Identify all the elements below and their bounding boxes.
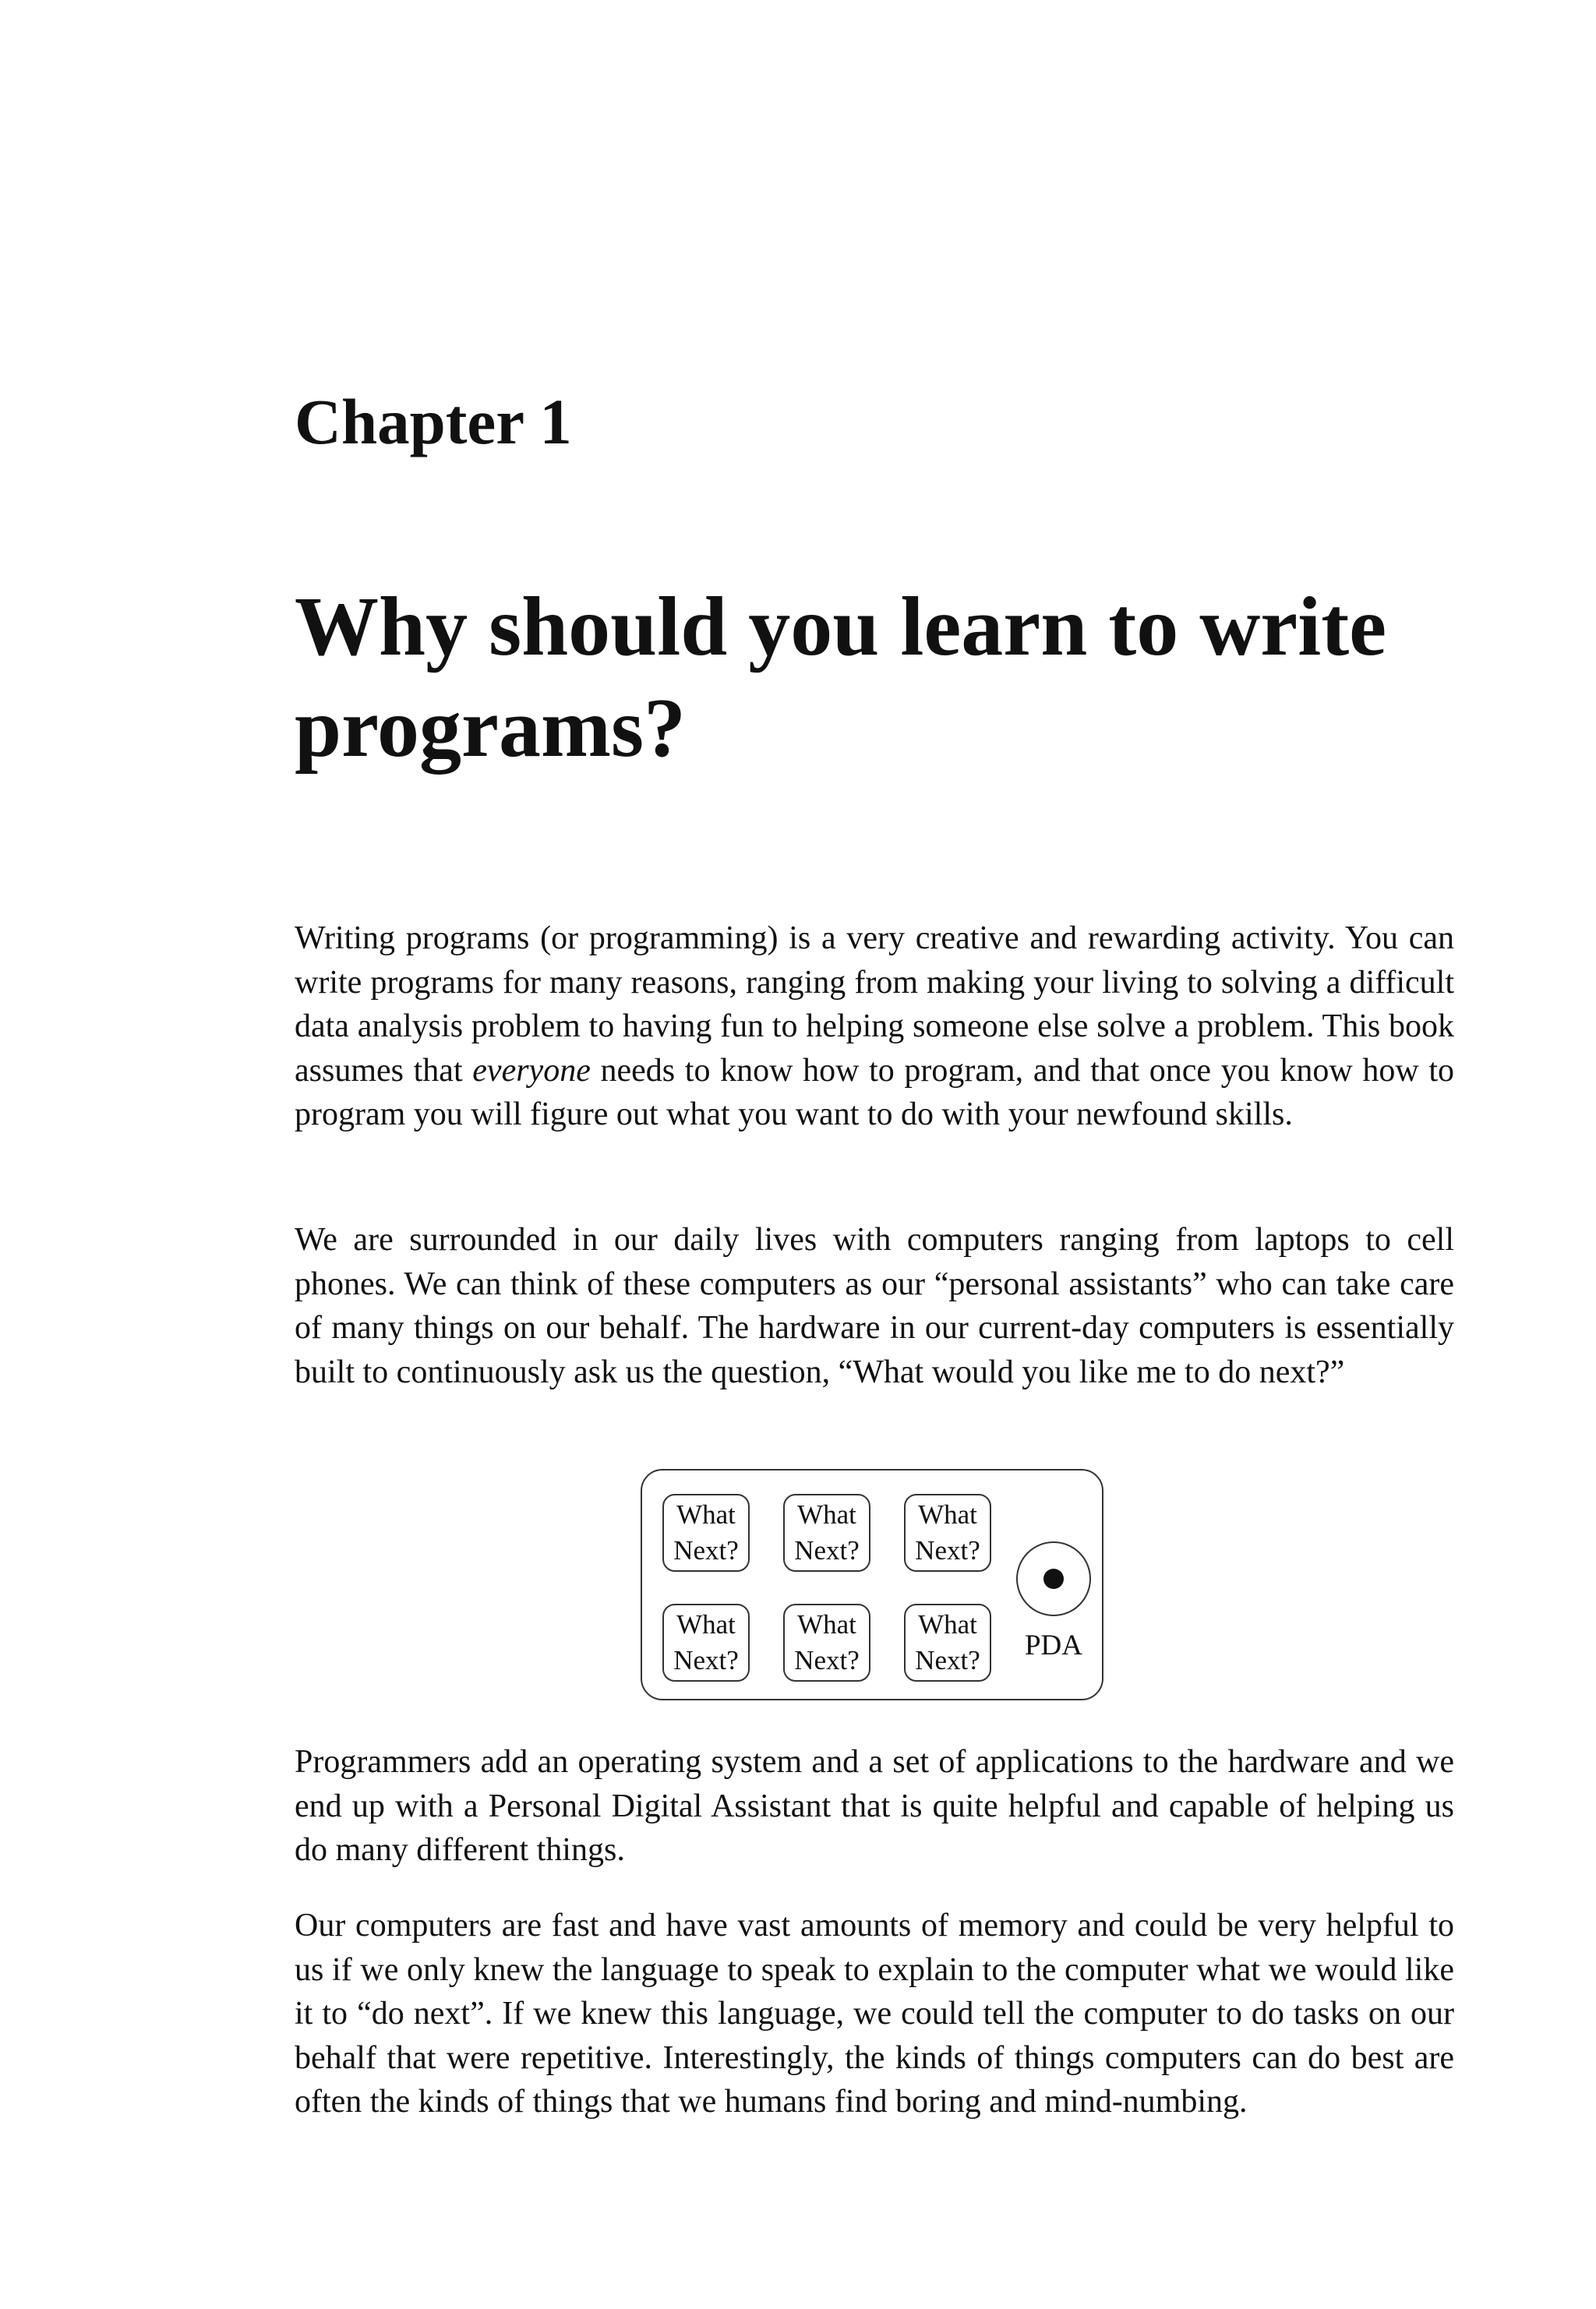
pda-button-line1: What xyxy=(676,1499,736,1530)
pda-button xyxy=(904,1604,991,1682)
pda-button-line2: Next? xyxy=(794,1645,860,1675)
pda-knob-dot xyxy=(1043,1569,1064,1589)
chapter-title xyxy=(295,577,1479,779)
pda-button xyxy=(662,1494,750,1572)
pda-button xyxy=(662,1604,750,1682)
pda-button-line2: Next? xyxy=(915,1535,980,1566)
chapter-title-line1: Why should you learn to write xyxy=(295,581,1387,673)
pda-button-line1: What xyxy=(797,1499,856,1530)
pda-button-line1: What xyxy=(676,1609,736,1640)
paragraph-1-end: needs to know how to program, and that once you know how to program you will figure out what you want to do with your newfound skills. xyxy=(295,1052,1454,1132)
pda-button xyxy=(904,1494,991,1572)
pda-button xyxy=(783,1494,870,1572)
pda-button-line1: What xyxy=(918,1499,977,1530)
pda-button-line2: Next? xyxy=(673,1645,739,1675)
paragraph-1 xyxy=(295,916,1454,1137)
chapter-title-line2: programs? xyxy=(295,682,686,775)
paragraph-2: We are surrounded in our daily lives with computers ranging from laptops to cell phones. We can think of these computers as our “personal assistants” who can take care of many things on our behalf. The hardware in our current-day computers is essentially built to continuously ask us the question, “What would you like me to do next?” xyxy=(295,1222,1454,1390)
pda-button-line1: What xyxy=(918,1609,977,1640)
pda-figure xyxy=(641,1469,1103,1700)
pda-button xyxy=(783,1604,870,1682)
chapter-label: Chapter 1 xyxy=(295,386,572,457)
pda-label: PDA xyxy=(1024,1629,1083,1661)
pda-button-line2: Next? xyxy=(794,1535,860,1566)
paragraph-3: Programmers add an operating system and a set of applications to the hardware and we end up with a Personal Digital Assistant that is quite helpful and capable of helping us do many different things. xyxy=(295,1744,1454,1868)
emphasis-everyone: everyone xyxy=(472,1052,591,1089)
paragraph-4: Our computers are fast and have vast amounts of memory and could be very helpful to us if we only knew the language to speak to explain to the computer what we would like it to “do next”. If we knew this language, we could tell the computer to do tasks on our behalf that were repetitive. Interestingly, the kinds of things computers can do best are often the kinds of things that we humans find boring and mind-numbing. xyxy=(295,1908,1454,2120)
pda-button-line2: Next? xyxy=(673,1535,739,1566)
pda-button-line2: Next? xyxy=(915,1645,980,1675)
paragraph-1-start: Writing programs (or programming) is a very creative and rewarding activity. You can write programs for many reasons, ranging from making your living to solving a difficult data analysis problem to having fun to helping someone else solve a problem. This book assumes that xyxy=(295,920,1454,1089)
pda-button-line1: What xyxy=(797,1609,856,1640)
pda-knob-icon xyxy=(1016,1541,1091,1616)
